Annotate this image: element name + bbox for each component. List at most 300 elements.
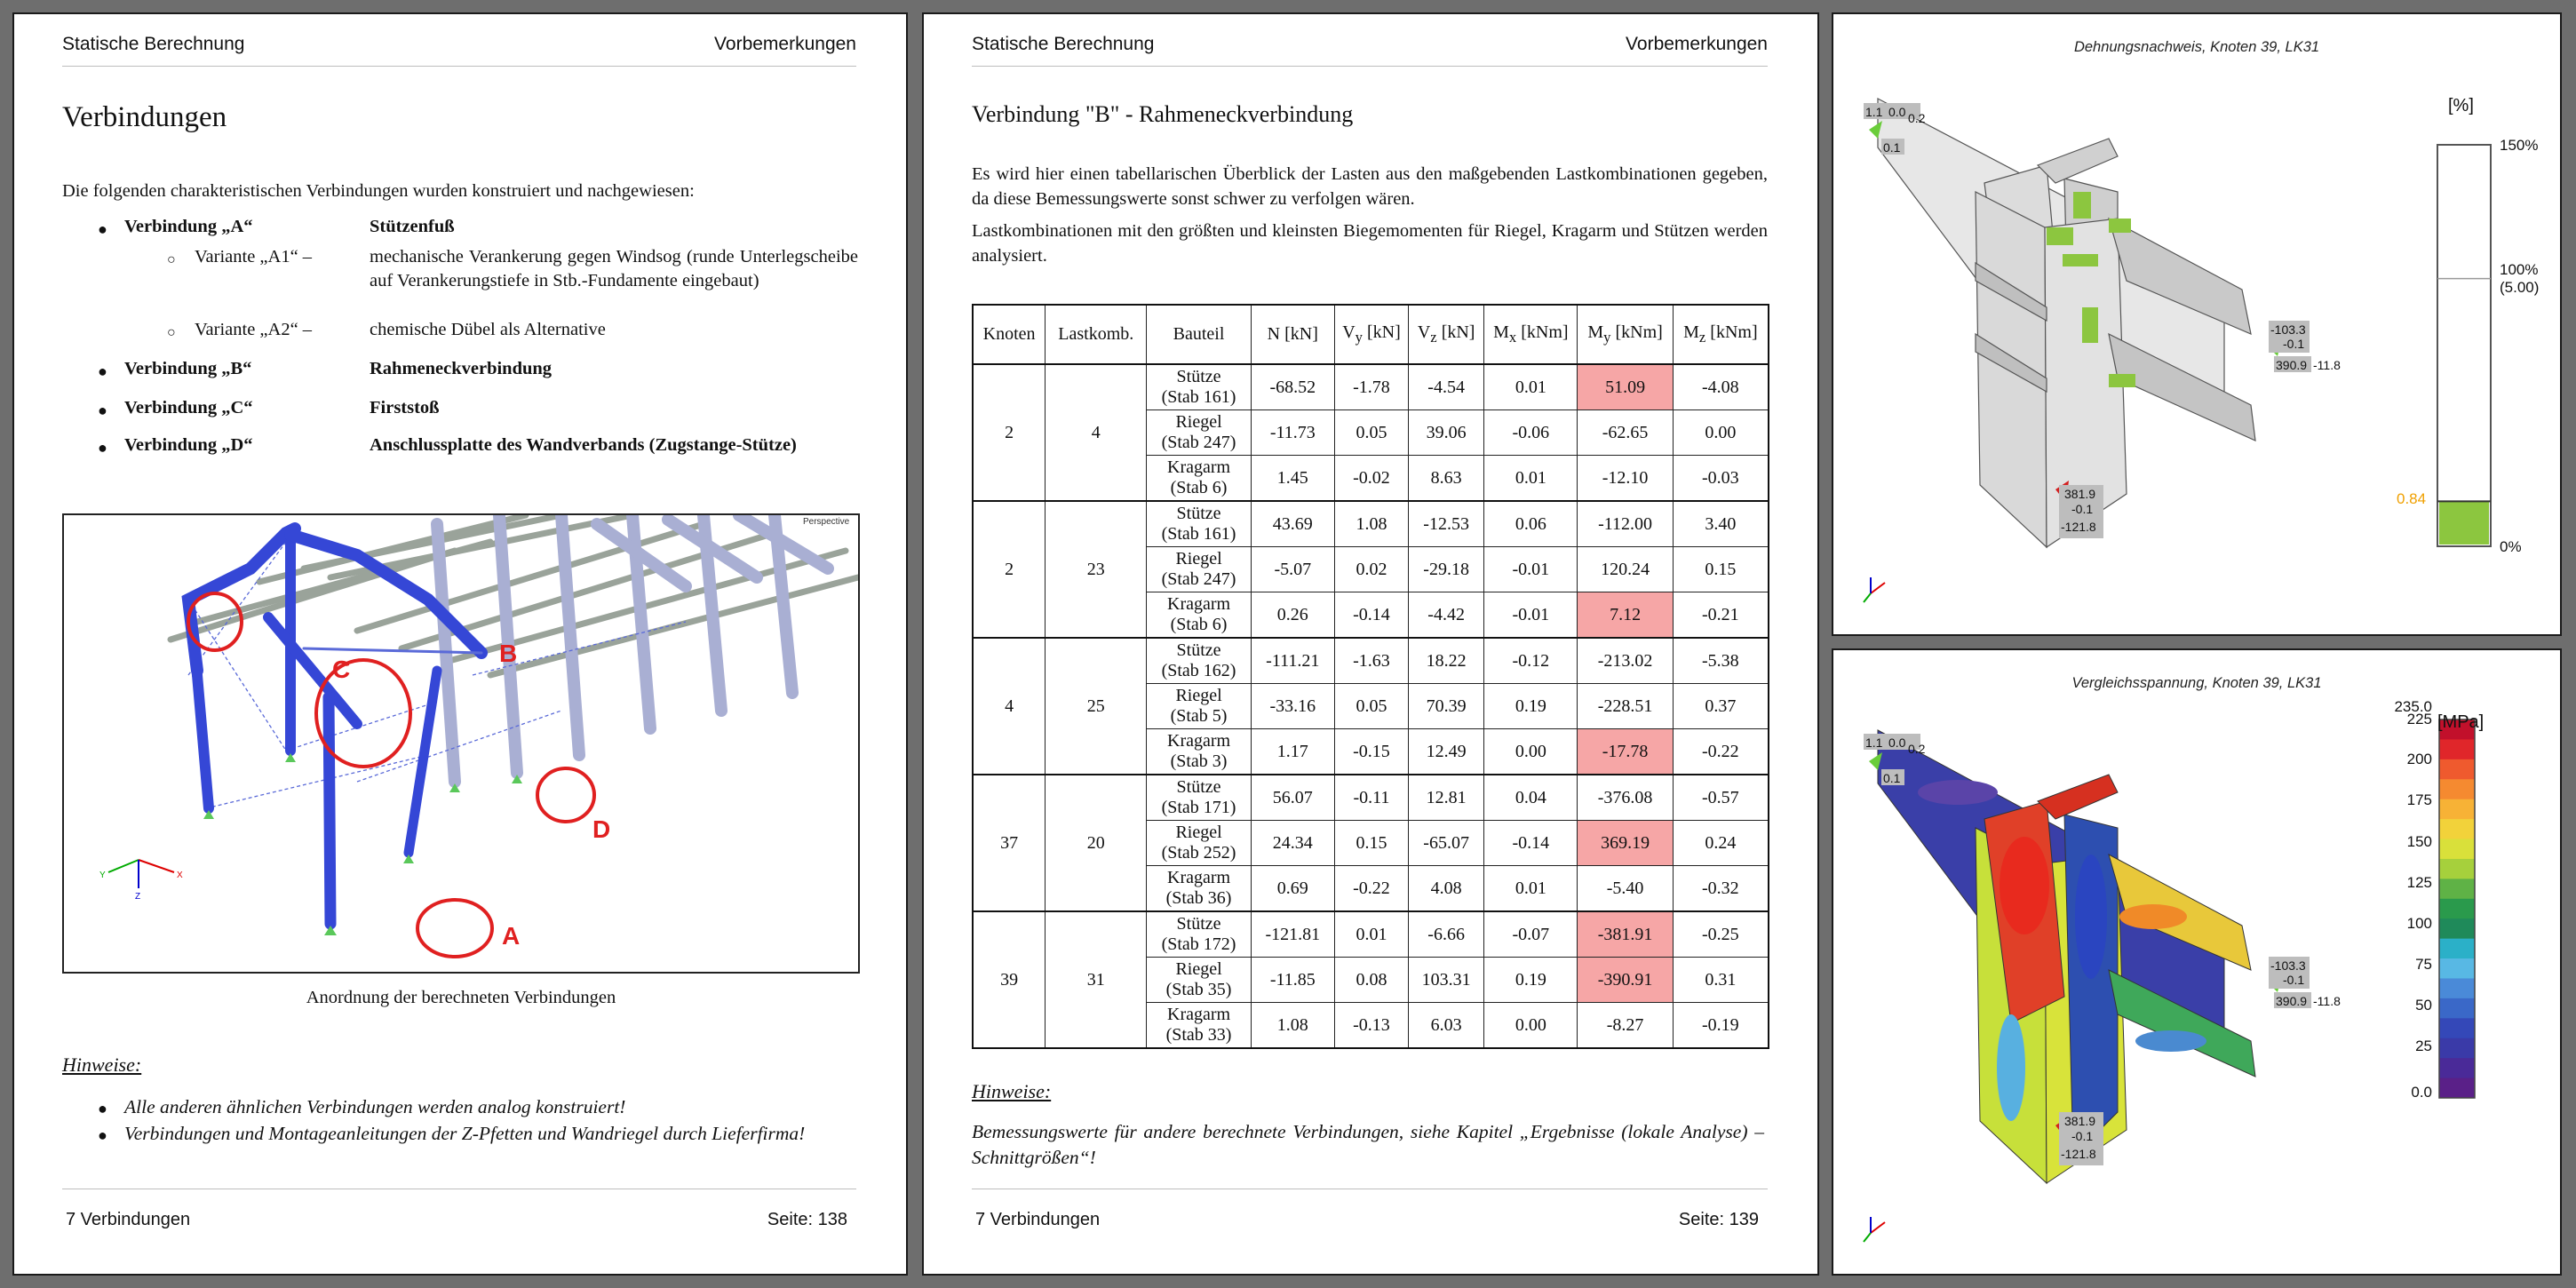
bullet: ● — [98, 220, 107, 238]
member-type: Stütze — [1176, 777, 1221, 797]
cell-n: -5.07 — [1251, 547, 1334, 592]
header-divider — [62, 66, 856, 67]
cell-bauteil — [1147, 1003, 1251, 1049]
scale-band — [2439, 739, 2475, 759]
page-header — [972, 34, 1768, 55]
header-unit: [kNm] — [1615, 322, 1663, 342]
load-label: -121.8 — [2061, 1147, 2096, 1161]
load-label: 0.2 — [1908, 742, 1926, 756]
scale-band — [2439, 918, 2475, 939]
note-text: Bemessungswerte für andere berechnete Verbindungen, siehe Kapitel „Ergebnisse (lokale Analyse) – Schnittgrößen“! — [972, 1121, 1764, 1168]
member-id: (Stab 172) — [1161, 934, 1236, 954]
member-id: (Stab 6) — [1170, 478, 1228, 497]
col-header-my — [1578, 305, 1673, 364]
item-label: Verbindung „D“ — [124, 435, 253, 455]
utilisation-scale — [2437, 145, 2491, 546]
scale-band — [2439, 839, 2475, 860]
col-header-vy — [1334, 305, 1408, 364]
cell-knoten: 2 — [973, 501, 1046, 638]
member-type: Riegel — [1175, 412, 1222, 432]
cell-n: 1.08 — [1251, 1003, 1334, 1049]
structure-figure — [62, 513, 860, 974]
member-id: (Stab 171) — [1161, 798, 1236, 817]
cell-n: 1.17 — [1251, 729, 1334, 775]
cell-bauteil — [1147, 638, 1251, 684]
header-symbol: M — [1587, 322, 1604, 342]
load-label: 390.9 — [2276, 994, 2308, 1008]
bullet: ● — [98, 402, 107, 419]
member-id: (Stab 162) — [1161, 661, 1236, 680]
header-unit: [kNm] — [1710, 322, 1758, 342]
col-header-lastkomb: Lastkomb. — [1046, 305, 1147, 364]
marker-label-a: A — [502, 922, 521, 950]
footer-left: 7 Verbindungen — [66, 1210, 191, 1229]
marker-label-d: D — [592, 815, 611, 843]
view-label: Perspective — [803, 517, 850, 527]
cell-my: 7.12 — [1578, 592, 1673, 639]
scale-label: 125 — [2406, 874, 2432, 891]
header-subscript: x — [1508, 329, 1517, 346]
item-desc: Anschlussplatte des Wandverbands (Zugstange-Stütze) — [370, 435, 797, 455]
cell-my: -8.27 — [1578, 1003, 1673, 1049]
member-id: (Stab 5) — [1170, 706, 1228, 726]
item-label: Verbindung „A“ — [124, 217, 253, 236]
cell-n: -11.73 — [1251, 410, 1334, 456]
cell-vy: -0.14 — [1334, 592, 1408, 639]
scale-label: 0.0 — [2411, 1084, 2432, 1101]
cell-my: -390.91 — [1578, 958, 1673, 1003]
footer-left: 7 Verbindungen — [975, 1210, 1101, 1229]
load-label: 381.9 — [2064, 487, 2096, 501]
section-title: Verbindung "B" - Rahmeneckverbindung — [972, 101, 1354, 127]
header-subscript: z — [1698, 329, 1706, 346]
cell-n: -68.52 — [1251, 364, 1334, 410]
cell-bauteil — [1147, 547, 1251, 592]
cell-vz: -6.66 — [1409, 911, 1484, 958]
note-item: Verbindungen und Montageanleitungen der Z-Pfetten und Wandriegel durch Lieferfirma! — [124, 1123, 806, 1144]
cell-mx: 0.00 — [1484, 1003, 1578, 1049]
axis-label-z: Z — [135, 892, 141, 902]
marker-label-c: C — [332, 656, 351, 683]
scale-label: 50 — [2415, 997, 2432, 1014]
scale-label: 100 — [2406, 915, 2432, 932]
cell-bauteil — [1147, 821, 1251, 866]
cell-n: -111.21 — [1251, 638, 1334, 684]
cell-mz: 0.15 — [1673, 547, 1769, 592]
cell-mx: -0.14 — [1484, 821, 1578, 866]
cell-vz: -65.07 — [1409, 821, 1484, 866]
scale-label: 25 — [2415, 1038, 2432, 1054]
cell-mx: 0.00 — [1484, 729, 1578, 775]
cell-bauteil — [1147, 775, 1251, 821]
load-label: -11.8 — [2313, 358, 2341, 372]
cell-knoten: 2 — [973, 364, 1046, 501]
equivalent-stress-panel — [1833, 650, 2560, 1274]
section-title: Verbindungen — [62, 101, 227, 133]
cell-bauteil — [1147, 684, 1251, 729]
note-item: Alle anderen ähnlichen Verbindungen werden analog konstruiert! — [124, 1096, 626, 1117]
header-right: Vorbemerkungen — [1626, 34, 1768, 54]
header-left: Statische Berechnung — [972, 34, 1155, 54]
stress-color-scale — [2439, 720, 2475, 1099]
cell-mz: -5.38 — [1673, 638, 1769, 684]
member-type: Stütze — [1176, 640, 1221, 660]
cell-mz: -0.25 — [1673, 911, 1769, 958]
member-type: Riegel — [1175, 823, 1222, 842]
load-label: -11.8 — [2313, 994, 2341, 1008]
cell-knoten: 39 — [973, 911, 1046, 1048]
item-desc: Rahmeneckverbindung — [370, 359, 553, 378]
item-label: Variante „A2“ – — [195, 320, 313, 339]
scale-band — [2439, 759, 2475, 780]
cell-vy: 0.05 — [1334, 684, 1408, 729]
cell-bauteil — [1147, 592, 1251, 639]
cell-mx: -0.01 — [1484, 547, 1578, 592]
cell-n: 0.26 — [1251, 592, 1334, 639]
load-label: -0.1 — [2283, 337, 2305, 351]
axis-label-y: Y — [99, 871, 106, 880]
cell-n: -11.85 — [1251, 958, 1334, 1003]
scale-band — [2439, 1018, 2475, 1038]
cell-my: -213.02 — [1578, 638, 1673, 684]
cell-vy: -0.15 — [1334, 729, 1408, 775]
cell-mx: 0.01 — [1484, 456, 1578, 502]
cell-n: 56.07 — [1251, 775, 1334, 821]
scale-label: 75 — [2415, 956, 2432, 973]
header-unit: [kN] — [1366, 322, 1401, 342]
cell-bauteil — [1147, 364, 1251, 410]
member-id: (Stab 6) — [1170, 615, 1228, 634]
scale-band — [2439, 779, 2475, 799]
cell-my: -17.78 — [1578, 729, 1673, 775]
scale-label: 175 — [2406, 791, 2432, 808]
cell-vz: 12.49 — [1409, 729, 1484, 775]
cell-bauteil — [1147, 866, 1251, 912]
load-label: -0.1 — [2283, 973, 2305, 987]
member-type: Stütze — [1176, 914, 1221, 934]
col-header-n: N [kN] — [1251, 305, 1334, 364]
load-label: -103.3 — [2270, 322, 2306, 337]
member-id: (Stab 252) — [1161, 843, 1236, 863]
cell-vy: -0.13 — [1334, 1003, 1408, 1049]
bullet: ● — [98, 1100, 107, 1117]
member-id: (Stab 3) — [1170, 751, 1228, 771]
header-symbol: V — [1342, 322, 1356, 342]
load-label: -103.3 — [2270, 958, 2306, 973]
load-label: -0.1 — [2071, 502, 2094, 516]
scale-band — [2439, 958, 2475, 979]
cell-n: 43.69 — [1251, 501, 1334, 547]
header-unit: [kNm] — [1521, 322, 1569, 342]
figure-caption: Anordnung der berechneten Verbindungen — [306, 988, 616, 1007]
member-type: Riegel — [1175, 549, 1222, 568]
member-id: (Stab 33) — [1165, 1025, 1232, 1045]
page-footer — [975, 1210, 1759, 1230]
header-right: Vorbemerkungen — [714, 34, 856, 54]
cell-mz: -0.22 — [1673, 729, 1769, 775]
bullet: ● — [98, 1126, 107, 1144]
cell-mx: 0.06 — [1484, 501, 1578, 547]
header-subscript: z — [1430, 329, 1437, 346]
scale-band — [2439, 1078, 2475, 1099]
cell-vy: 0.15 — [1334, 821, 1408, 866]
cell-n: -33.16 — [1251, 684, 1334, 729]
paragraph: Lastkombinationen mit den größten und kleinsten Biegemomenten für Riegel, Kragarm und Stützen werden analysiert. — [972, 221, 1768, 266]
load-label: -121.8 — [2061, 520, 2096, 534]
cell-vz: 8.63 — [1409, 456, 1484, 502]
member-type: Stütze — [1176, 504, 1221, 523]
page-number: Seite: 138 — [767, 1210, 847, 1229]
item-label: Verbindung „C“ — [124, 398, 253, 417]
cell-vy: 0.01 — [1334, 911, 1408, 958]
header-subscript: y — [1355, 329, 1363, 346]
stress-3d-view — [1833, 650, 2560, 1274]
scale-label-limit: 100% — [2500, 261, 2539, 278]
scale-band — [2439, 879, 2475, 899]
table-row — [973, 775, 1769, 821]
connection-plates — [1878, 99, 2255, 547]
intro-text: Die folgenden charakteristischen Verbindungen wurden konstruiert und nachgewiesen: — [62, 181, 695, 201]
cell-bauteil — [1147, 410, 1251, 456]
cell-vz: 39.06 — [1409, 410, 1484, 456]
load-table — [972, 304, 1769, 1049]
scale-label-zero: 0% — [2500, 538, 2522, 555]
panel-title: Vergleichsspannung, Knoten 39, LK31 — [2071, 675, 2322, 691]
cell-n: 0.69 — [1251, 866, 1334, 912]
header-unit: [kN] — [1441, 322, 1475, 342]
cell-lastkomb: 20 — [1046, 775, 1147, 911]
table-row — [973, 911, 1769, 958]
axis-label-x: X — [177, 871, 183, 880]
cell-vz: 6.03 — [1409, 1003, 1484, 1049]
cell-bauteil — [1147, 729, 1251, 775]
page-header — [62, 34, 856, 55]
cell-mx: -0.12 — [1484, 638, 1578, 684]
cell-mz: 0.24 — [1673, 821, 1769, 866]
cell-mz: -0.19 — [1673, 1003, 1769, 1049]
cell-lastkomb: 4 — [1046, 364, 1147, 501]
axis-triad-icon — [1864, 1217, 1885, 1242]
header-symbol: M — [1683, 322, 1699, 342]
cell-my: -228.51 — [1578, 684, 1673, 729]
load-label: -0.1 — [2071, 1129, 2094, 1143]
cell-mx: 0.19 — [1484, 958, 1578, 1003]
col-header-mz — [1673, 305, 1769, 364]
load-label: 0.1 — [1883, 771, 1901, 785]
cell-bauteil — [1147, 911, 1251, 958]
cell-mx: -0.01 — [1484, 592, 1578, 639]
cell-n: -121.81 — [1251, 911, 1334, 958]
cell-mz: -0.32 — [1673, 866, 1769, 912]
table-header-row — [973, 305, 1769, 364]
cell-my: 51.09 — [1578, 364, 1673, 410]
cell-vz: -4.54 — [1409, 364, 1484, 410]
header-subscript: y — [1603, 329, 1611, 346]
load-label: 0.0 — [1888, 735, 1906, 750]
member-type: Kragarm — [1167, 457, 1231, 477]
panel-title: Dehnungsnachweis, Knoten 39, LK31 — [2073, 39, 2320, 55]
cell-my: -5.40 — [1578, 866, 1673, 912]
cell-my: -62.65 — [1578, 410, 1673, 456]
connection-markers — [188, 593, 594, 957]
cell-lastkomb: 23 — [1046, 501, 1147, 638]
utilisation-fill — [2439, 501, 2489, 545]
load-label: 0.1 — [1883, 140, 1901, 155]
axis-triad-icon — [1864, 577, 1885, 602]
scale-unit: [MPa] — [2437, 712, 2485, 732]
scale-band — [2439, 859, 2475, 879]
cell-vz: 103.31 — [1409, 958, 1484, 1003]
cell-mx: 0.19 — [1484, 684, 1578, 729]
load-label: 390.9 — [2276, 358, 2308, 372]
scale-band — [2439, 799, 2475, 820]
scale-band — [2439, 1058, 2475, 1078]
cell-vz: -4.42 — [1409, 592, 1484, 639]
table-row — [973, 638, 1769, 684]
header-left: Statische Berechnung — [62, 34, 245, 54]
member-type: Stütze — [1176, 367, 1221, 386]
col-header-knoten: Knoten — [973, 305, 1046, 364]
load-label: 381.9 — [2064, 1114, 2096, 1128]
frame-model-drawing — [64, 515, 858, 972]
scale-band — [2439, 899, 2475, 919]
member-id: (Stab 36) — [1165, 888, 1232, 908]
cell-my: -12.10 — [1578, 456, 1673, 502]
member-type: Kragarm — [1167, 1005, 1231, 1024]
scale-label: 150 — [2406, 833, 2432, 850]
item-label: Verbindung „B“ — [124, 359, 252, 378]
bullet: ● — [98, 362, 107, 380]
member-type: Riegel — [1175, 959, 1222, 979]
cell-my: -381.91 — [1578, 911, 1673, 958]
cell-vy: -1.63 — [1334, 638, 1408, 684]
cell-knoten: 37 — [973, 775, 1046, 911]
scale-label: 235.0 — [2394, 698, 2432, 715]
cell-mz: 3.40 — [1673, 501, 1769, 547]
document-page-139 — [924, 14, 1817, 1274]
cell-my: 120.24 — [1578, 547, 1673, 592]
member-type: Riegel — [1175, 686, 1222, 705]
member-type: Kragarm — [1167, 868, 1231, 887]
header-symbol: M — [1493, 322, 1509, 342]
item-desc: Firststoß — [370, 398, 440, 417]
cell-vy: 0.05 — [1334, 410, 1408, 456]
cell-mx: 0.04 — [1484, 775, 1578, 821]
cell-bauteil — [1147, 958, 1251, 1003]
scale-frame — [2437, 145, 2491, 546]
notes-title: Hinweise: — [62, 1053, 142, 1076]
cell-mz: -0.03 — [1673, 456, 1769, 502]
cell-my: -376.08 — [1578, 775, 1673, 821]
bullet: ● — [98, 439, 107, 457]
scale-label-current: 0.84 — [2397, 490, 2427, 507]
load-label: 1.1 — [1865, 105, 1883, 119]
col-header-vz — [1409, 305, 1484, 364]
col-header-bauteil: Bauteil — [1147, 305, 1251, 364]
load-label: 1.1 — [1865, 735, 1883, 750]
cell-bauteil — [1147, 456, 1251, 502]
cell-vz: 18.22 — [1409, 638, 1484, 684]
cell-vy: 0.08 — [1334, 958, 1408, 1003]
col-header-mx — [1484, 305, 1578, 364]
cell-vy: -0.02 — [1334, 456, 1408, 502]
cell-mz: 0.00 — [1673, 410, 1769, 456]
cell-my: -112.00 — [1578, 501, 1673, 547]
cell-mz: 0.37 — [1673, 684, 1769, 729]
scale-label: 200 — [2406, 751, 2432, 767]
sub-bullet: ○ — [167, 325, 176, 340]
member-id: (Stab 247) — [1161, 569, 1236, 589]
scale-band — [2439, 1038, 2475, 1059]
cell-mx: -0.07 — [1484, 911, 1578, 958]
cell-mz: 0.31 — [1673, 958, 1769, 1003]
sub-bullet: ○ — [167, 252, 176, 267]
supports — [203, 753, 522, 935]
page-number: Seite: 139 — [1678, 1210, 1759, 1229]
cell-vy: -0.22 — [1334, 866, 1408, 912]
cell-vy: 1.08 — [1334, 501, 1408, 547]
member-id: (Stab 247) — [1161, 433, 1236, 452]
cell-vz: -29.18 — [1409, 547, 1484, 592]
strain-check-panel — [1833, 14, 2560, 634]
cell-vy: -1.78 — [1334, 364, 1408, 410]
load-label: 0.0 — [1888, 105, 1906, 119]
member-id: (Stab 161) — [1161, 524, 1236, 544]
scale-band — [2439, 978, 2475, 998]
cell-mz: -4.08 — [1673, 364, 1769, 410]
page-footer — [66, 1210, 847, 1230]
scale-band — [2439, 998, 2475, 1019]
scale-label-max: 150% — [2500, 137, 2539, 154]
header-symbol: V — [1417, 322, 1431, 342]
cell-vz: -12.53 — [1409, 501, 1484, 547]
scale-band — [2439, 819, 2475, 839]
cell-my: 369.19 — [1578, 821, 1673, 866]
notes-title: Hinweise: — [972, 1080, 1052, 1102]
table-row — [973, 364, 1769, 410]
cell-mz: -0.57 — [1673, 775, 1769, 821]
cell-knoten: 4 — [973, 638, 1046, 775]
scale-band — [2439, 939, 2475, 959]
cell-lastkomb: 25 — [1046, 638, 1147, 775]
item-desc: chemische Dübel als Alternative — [370, 320, 606, 339]
cell-mx: 0.01 — [1484, 866, 1578, 912]
cell-vz: 4.08 — [1409, 866, 1484, 912]
scale-label: 225 — [2406, 711, 2432, 727]
load-label: 0.2 — [1908, 111, 1926, 125]
member-id: (Stab 35) — [1165, 980, 1232, 999]
cell-lastkomb: 31 — [1046, 911, 1147, 1048]
cell-mz: -0.21 — [1673, 592, 1769, 639]
item-desc: mechanische Verankerung gegen Windsog (runde Unterlegscheibe auf Verankerungstiefe in Stb.-Fundamente eingebaut) — [370, 247, 858, 290]
document-page-138 — [14, 14, 906, 1274]
cell-mx: -0.06 — [1484, 410, 1578, 456]
table-row — [973, 501, 1769, 547]
cell-vy: 0.02 — [1334, 547, 1408, 592]
paragraph: Es wird hier einen tabellarischen Überblick der Lasten aus den maßgebenden Lastkombinationen gegeben, da diese Bemessungswerte sonst schwer zu verfolgen wären. — [972, 164, 1768, 209]
cell-bauteil — [1147, 501, 1251, 547]
header-divider — [972, 66, 1768, 67]
cell-n: 1.45 — [1251, 456, 1334, 502]
scale-unit: [%] — [2448, 96, 2474, 115]
item-desc: Stützenfuß — [370, 217, 455, 236]
item-label: Variante „A1“ – — [195, 247, 313, 266]
member-type: Kragarm — [1167, 731, 1231, 751]
cell-vy: -0.11 — [1334, 775, 1408, 821]
cell-mx: 0.01 — [1484, 364, 1578, 410]
scale-label-limit-value: (5.00) — [2500, 279, 2540, 296]
cell-vz: 12.81 — [1409, 775, 1484, 821]
